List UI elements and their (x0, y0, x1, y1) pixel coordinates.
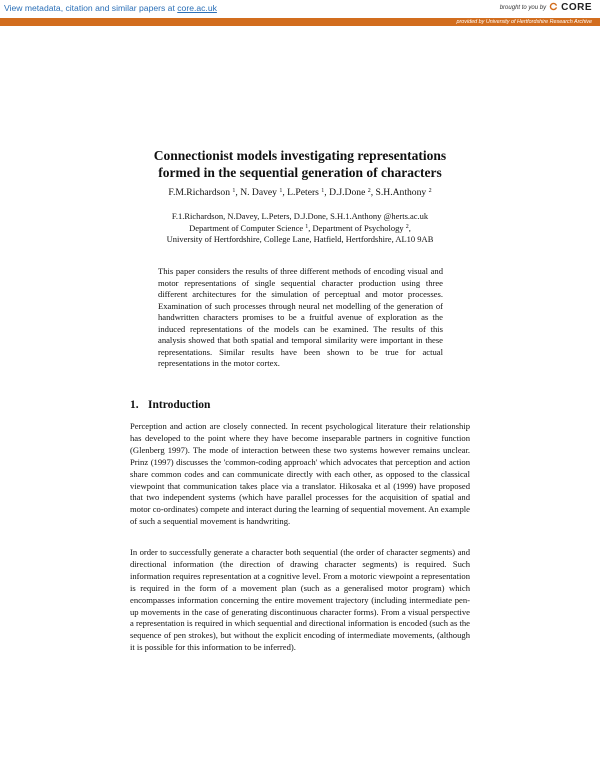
author: N. Davey (240, 187, 277, 198)
brought-to-you-by[interactable] (500, 2, 592, 13)
core-logo-icon (549, 2, 558, 13)
author-affiliation: 1 (321, 188, 325, 194)
author-affiliation: 2 (367, 188, 371, 194)
provided-by-text[interactable]: provided by University of Hertfordshire Research Archive (456, 19, 592, 25)
author-affiliation: 2 (428, 188, 432, 194)
title-line-1: Connectionist models investigating representations (153, 148, 447, 163)
paper-title (0, 147, 600, 181)
provider-bar (0, 18, 600, 26)
dept-psy-sup: 2 (405, 223, 409, 230)
core-logo-text: CORE (561, 2, 592, 13)
section-heading (130, 398, 210, 412)
core-banner (0, 0, 600, 18)
section-title: Introduction (148, 399, 211, 411)
university-address: University of Hertfordshire, College Lane, Hatfield, Hertfordshire, AL10 9AB (166, 234, 434, 244)
affiliations (0, 211, 600, 246)
author: L.Peters (287, 187, 319, 198)
view-metadata-link[interactable] (4, 3, 217, 13)
brought-by-text: brought to you by (499, 4, 547, 11)
abstract: This paper considers the results of three different methods of encoding visual and motor representations of single sequential character production using three different architectures for the simulation of perceptual and motor processes. Examination of such processes through neural net modelling of the generation of handwritten characters promises to be a fruitful avenue of exploration as the induced representations of the models can be examined. The results of this analysis showed that both spatial and temporal similarity were important in these representations. Similar results have been shown to be true for actual representations in the motor cortex. (158, 266, 443, 368)
dept-cs: Department of Computer Science (189, 222, 304, 233)
author: D.J.Done (329, 187, 366, 198)
author: S.H.Anthony (375, 187, 427, 198)
title-line-2: formed in the sequential generation of characters (158, 165, 442, 180)
departments: Department of Computer Science $^1$, Department of Psychology $^2$, (189, 222, 411, 233)
body-paragraph-2: In order to successfully generate a character both sequential (the order of character segments) and directional information (the direction of drawing character segments) is required. Such information requires representation at a cognitive level. From a motoric viewpoint a representation is required in the form of a movement plan (such as a generalised motor program) which encompasses information concerning the entire movement trajectory (including intermediate pen-up movements in the case of generating discontinuous character forms). From a visual perspective a representation is required in which sequential and directional information is encoded (such as the sequence of pen strokes), but without the explicit encoding of intermediate movements, (although it is possible for this information to be inferred). (130, 547, 470, 653)
body-paragraph-1: Perception and action are closely connected. In recent psychological literature their relationship has developed to the point where they have become inseparable partners in cognitive function (Glenberg 1997). The mode of interaction between these two systems however remains unclear. Prinz (1997) discusses the 'common-coding approach' which advocates that perception and action share common codes and can communicate directly with each other, as opposed to the classical viewpoint that communication takes place via a translator. Hikosaka et al (1999) have proposed that two independent systems (which have parallel processes for the acquisition of spatial and motor co-ordinates) compete and interact during the learning of sequential movement. An example of such a sequential movement is handwriting. (130, 421, 470, 527)
dept-psy: Department of Psychology (312, 222, 404, 233)
section-number: 1. (130, 399, 139, 411)
core-domain-link[interactable]: core.ac.uk (177, 3, 217, 13)
author: F.M.Richardson (168, 187, 230, 198)
author-affiliation: 1 (232, 188, 236, 194)
author-emails: F.1.Richardson, N.Davey, L.Peters, D.J.Done, S.H.1.Anthony @herts.ac.uk (171, 211, 429, 221)
dept-cs-sup: 1 (305, 223, 309, 230)
author-list: F.M.Richardson $^1$, N. Davey $^1$, L.Peters $^1$, D.J.Done $^2$, S.H.Anthony $^2$ (168, 187, 432, 198)
author-affiliation: 1 (279, 188, 283, 194)
view-metadata-text: View metadata, citation and similar papers at (4, 3, 178, 13)
